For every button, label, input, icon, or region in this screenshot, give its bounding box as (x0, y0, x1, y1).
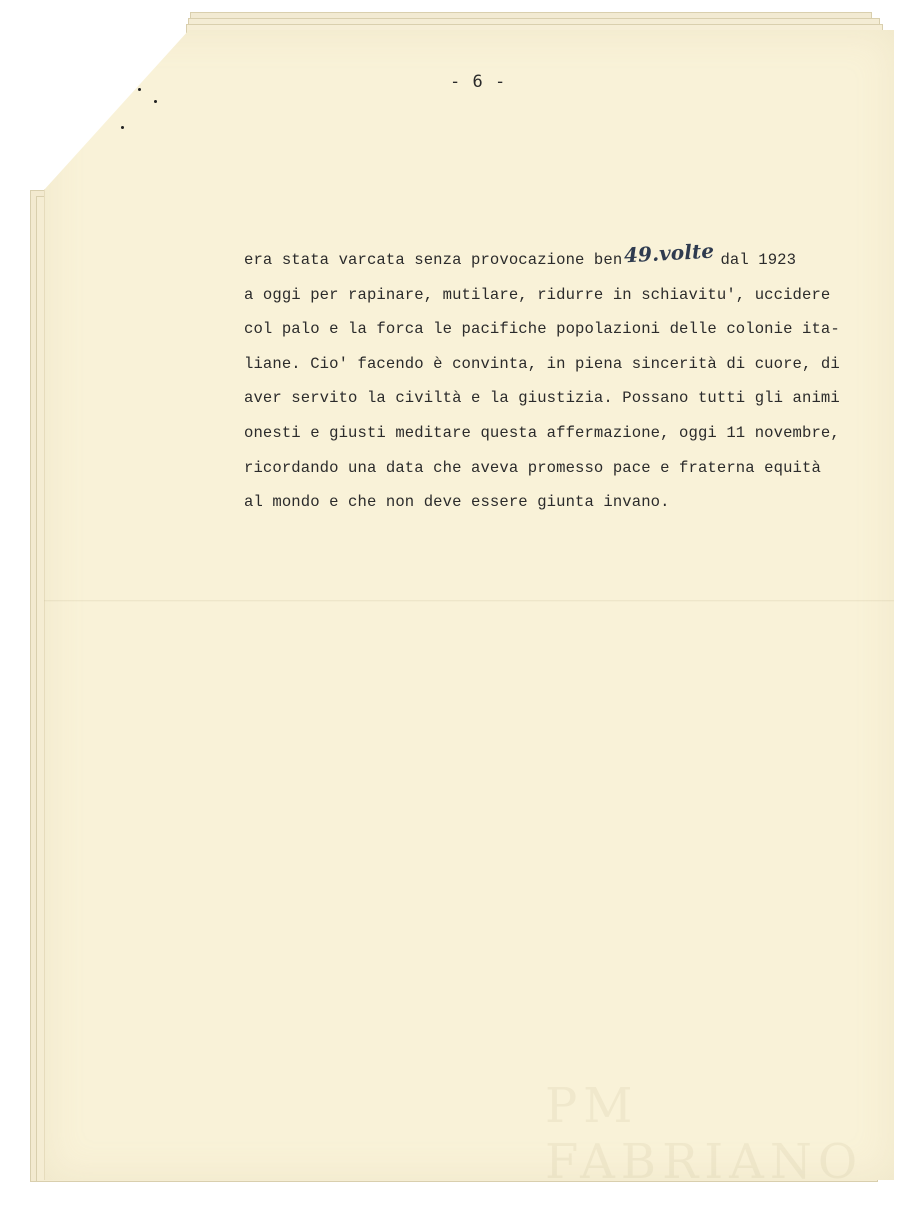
staple-hole (154, 100, 157, 103)
text-segment: dal 1923 (720, 251, 797, 269)
typed-body-text (244, 240, 884, 520)
staple-hole (121, 126, 124, 129)
fold-crease (44, 600, 894, 602)
text-segment: era stata varcata senza provocazione ben (244, 251, 623, 269)
text-line: liane. Cio' facendo è convinta, in piena sincerità di cuore, di (244, 354, 840, 373)
text-line: aver servito la civiltà e la giustizia. Possano tutti gli animi (244, 389, 840, 408)
handwritten-insertion: 49.volte (623, 238, 715, 268)
text-line-1 (244, 240, 884, 278)
staple-hole (138, 88, 141, 91)
page-number: - 6 - (450, 72, 507, 92)
text-line: onesti e giusti meditare questa affermazione, oggi 11 novembre, (244, 423, 840, 442)
paper-watermark: PM FABRIANO (545, 1078, 864, 1190)
text-line: al mondo e che non deve essere giunta invano. (244, 493, 670, 512)
text-line: ricordando una data che aveva promesso pace e fraterna equità (244, 458, 821, 477)
text-line: col palo e la forca le pacifiche popolazioni delle colonie ita- (244, 320, 840, 339)
text-line: a oggi per rapinare, mutilare, ridurre in schiavitu', uccidere (244, 285, 831, 304)
typed-page (44, 30, 895, 1180)
